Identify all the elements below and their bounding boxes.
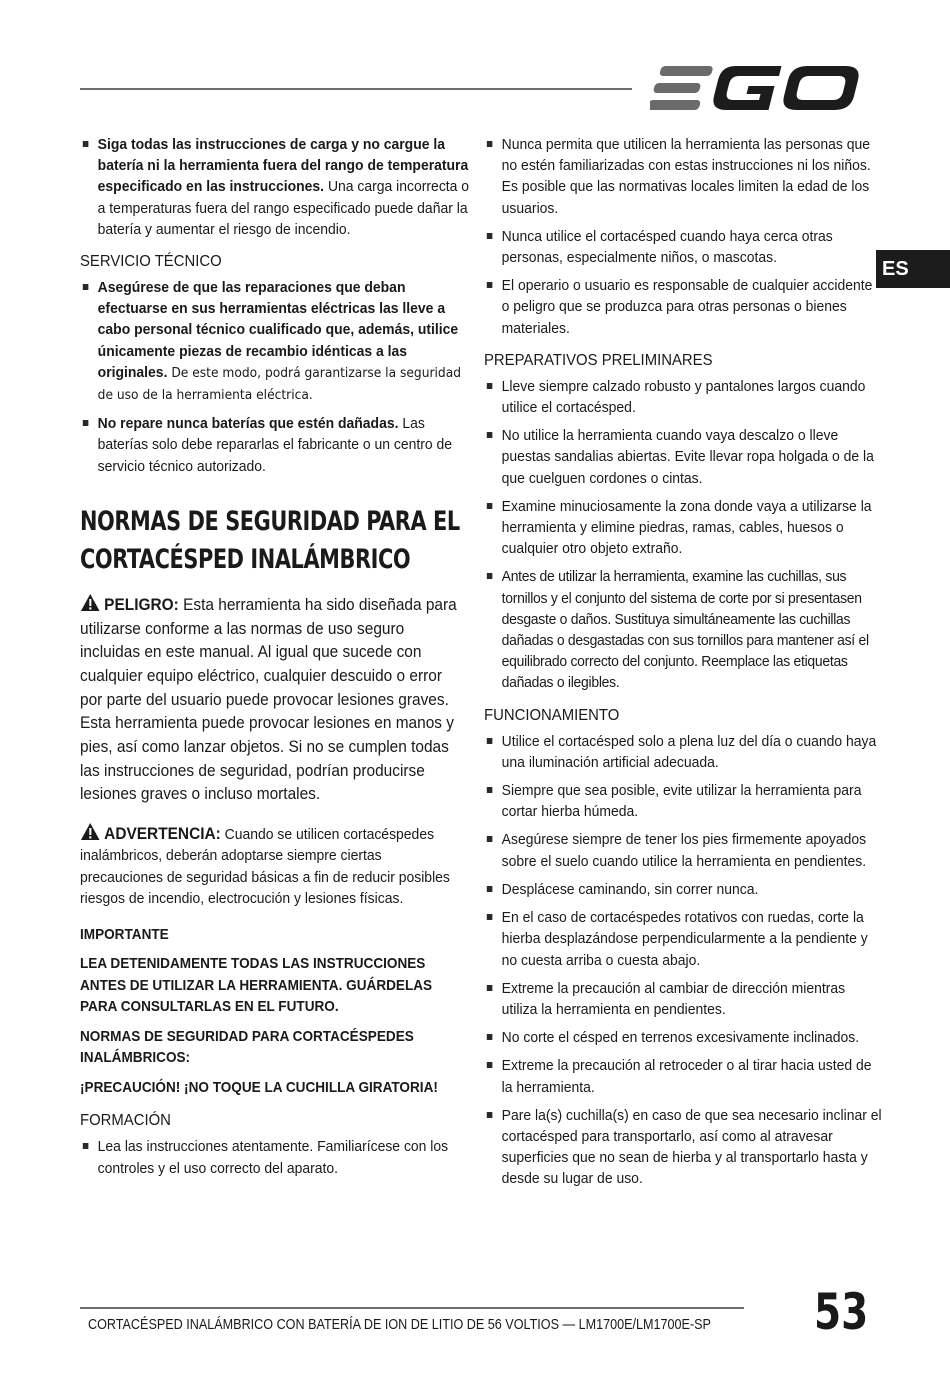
- training-list: [80, 1136, 460, 1178]
- list-item: Utilice el cortacésped solo a plena luz del día o cuando haya una iluminación artificial adecuada.: [484, 731, 884, 773]
- danger-paragraph: PELIGRO: Esta herramienta ha sido diseñada para utilizarse conforme a las normas de uso seguro incluidas en este manual. Al igual que sucede con cualquier equipo eléctrico, cualquier descuido o error por parte del usuario puede provocar lesiones graves. Esta herramienta puede provocar lesiones en manos y pies, así como lanzar objetos. Si no se cumplen todas las instrucciones de seguridad, podrían producirse lesiones graves o incluso mortales.: [80, 594, 457, 804]
- list-item: Siempre que sea posible, evite utilizar la herramienta para cortar hierba húmeda.: [484, 780, 884, 822]
- page-title: NORMAS DE SEGURIDAD PARA EL CORTACÉSPED INALÁMBRICO: [80, 505, 460, 575]
- list-item: Extreme la precaución al cambiar de dirección mientras utiliza la herramienta en pendientes.: [484, 978, 884, 1020]
- list-item: Pare la(s) cuchilla(s) en caso de que sea necesario inclinar el cortacésped para transportarlo, así como al atravesar superficies que no sean de hierba y al transportarlo hasta y desde su lugar de uso.: [484, 1105, 884, 1190]
- warning-triangle-icon: [80, 593, 100, 612]
- list-item: En el caso de cortacéspedes rotativos con ruedas, corte la hierba desplazándose perpendicularmente a la pendiente y no cuesta arriba o cuesta abajo.: [484, 907, 884, 971]
- list-item: Examine minuciosamente la zona donde vaya a utilizarse la herramienta y elimine piedras, ramas, cables, huesos o cualquier otro objeto extraño.: [484, 496, 884, 560]
- caution-text: ¡PRECAUCIÓN! ¡NO TOQUE LA CUCHILLA GIRATORIA!: [80, 1079, 438, 1096]
- list-item: Extreme la precaución al retroceder o al tirar hacia usted de la herramienta.: [484, 1055, 884, 1097]
- list-item: Desplácese caminando, sin correr nunca.: [484, 879, 884, 900]
- prep-list: [484, 376, 874, 694]
- list-item: Asegúrese de que las reparaciones que deban efectuarse en sus herramientas eléctricas las lleve a cabo personal técnico cualificado que, además, utilice únicamente piezas de recambio idénticas a las originales. De este modo, podrá garantizarse la seguridad de uso de la herramienta eléctrica.: [80, 277, 476, 406]
- list-item: No repare nunca baterías que estén dañadas. Las baterías solo debe repararlas el fabricante o un centro de servicio técnico autorizado.: [80, 413, 476, 477]
- list-item: Nunca utilice el cortacésped cuando haya cerca otras personas, especialmente niños, o mascotas.: [484, 226, 884, 268]
- list-item: Lleve siempre calzado robusto y pantalones largos cuando utilice el cortacésped.: [484, 376, 884, 418]
- right-column: [484, 134, 882, 1197]
- list-item: Antes de utilizar la herramienta, examine las cuchillas, sus tornillos y el conjunto del sistema de corte por si presentasen desgaste o daños. Sustituya simultáneamente las cuchillas dañadas o desgastadas con sus tornillos para mantener así el equilibrado correcto del conjunto. Reemplace las etiquetas dañadas o ilegibles.: [484, 566, 884, 693]
- charging-list: [80, 134, 470, 240]
- operation-heading: FUNCIONAMIENTO: [484, 706, 620, 724]
- footer-rule: [80, 1307, 744, 1309]
- header-rule: [80, 88, 632, 90]
- prep-heading: PREPARATIVOS PRELIMINARES: [484, 351, 713, 369]
- list-item: El operario o usuario es responsable de cualquier accidente o peligro que se produzca para otras personas o bienes materiales.: [484, 275, 884, 339]
- important-text: LEA DETENIDAMENTE TODAS LAS INSTRUCCIONES ANTES DE UTILIZAR LA HERRAMIENTA. GUÁRDELAS PARA CONSULTARLAS EN EL FUTURO.: [80, 956, 433, 1016]
- list-item: No corte el césped en terrenos excesivamente inclinados.: [484, 1027, 884, 1048]
- page-number: 53: [814, 1283, 869, 1341]
- operation-list: [484, 731, 882, 1190]
- rules-label: NORMAS DE SEGURIDAD PARA CORTACÉSPEDES INALÁMBRICOS:: [80, 1028, 414, 1067]
- training-list-cont: [484, 134, 873, 339]
- list-item: Asegúrese siempre de tener los pies firmemente apoyados sobre el suelo cuando utilice la herramienta en pendientes.: [484, 829, 884, 871]
- list-item: Nunca permita que utilicen la herramienta las personas que no estén familiarizadas con estas instrucciones ni los niños. Es posible que las normativas locales limiten la edad de los usuarios.: [484, 134, 884, 219]
- list-item: Siga todas las instrucciones de carga y no cargue la batería ni la herramienta fuera del rango de temperatura especificado en las instrucciones. Una carga incorrecta o a temperaturas fuera del rango especificado puede dañar la batería y aumentar el riesgo de incendio.: [80, 134, 476, 240]
- left-column: [80, 134, 470, 1186]
- service-heading: SERVICIO TÉCNICO: [80, 253, 222, 271]
- list-item: Lea las instrucciones atentamente. Familiarícese con los controles y el uso correcto del aparato.: [80, 1136, 476, 1178]
- footer-text: CORTACÉSPED INALÁMBRICO CON BATERÍA DE ION DE LITIO DE 56 VOLTIOS — LM1700E/LM1700E-SP: [88, 1316, 711, 1333]
- ego-logo: [650, 64, 862, 112]
- important-label: IMPORTANTE: [80, 926, 169, 943]
- list-item: No utilice la herramienta cuando vaya descalzo o lleve puestas sandalias abiertas. Evite llevar ropa holgada o de la que cuelguen cordones o cintas.: [484, 425, 884, 489]
- warning-triangle-icon: [80, 822, 100, 841]
- language-tab: ES: [876, 250, 950, 288]
- training-heading: FORMACIÓN: [80, 1112, 171, 1130]
- service-list: [80, 277, 460, 477]
- warning-paragraph: ADVERTENCIA: Cuando se utilicen cortacéspedes inalámbricos, deberán adoptarse siempre ciertas precauciones de seguridad básicas a fin de reducir posibles riesgos de incendio, electrocución y lesiones físicas.: [80, 824, 450, 907]
